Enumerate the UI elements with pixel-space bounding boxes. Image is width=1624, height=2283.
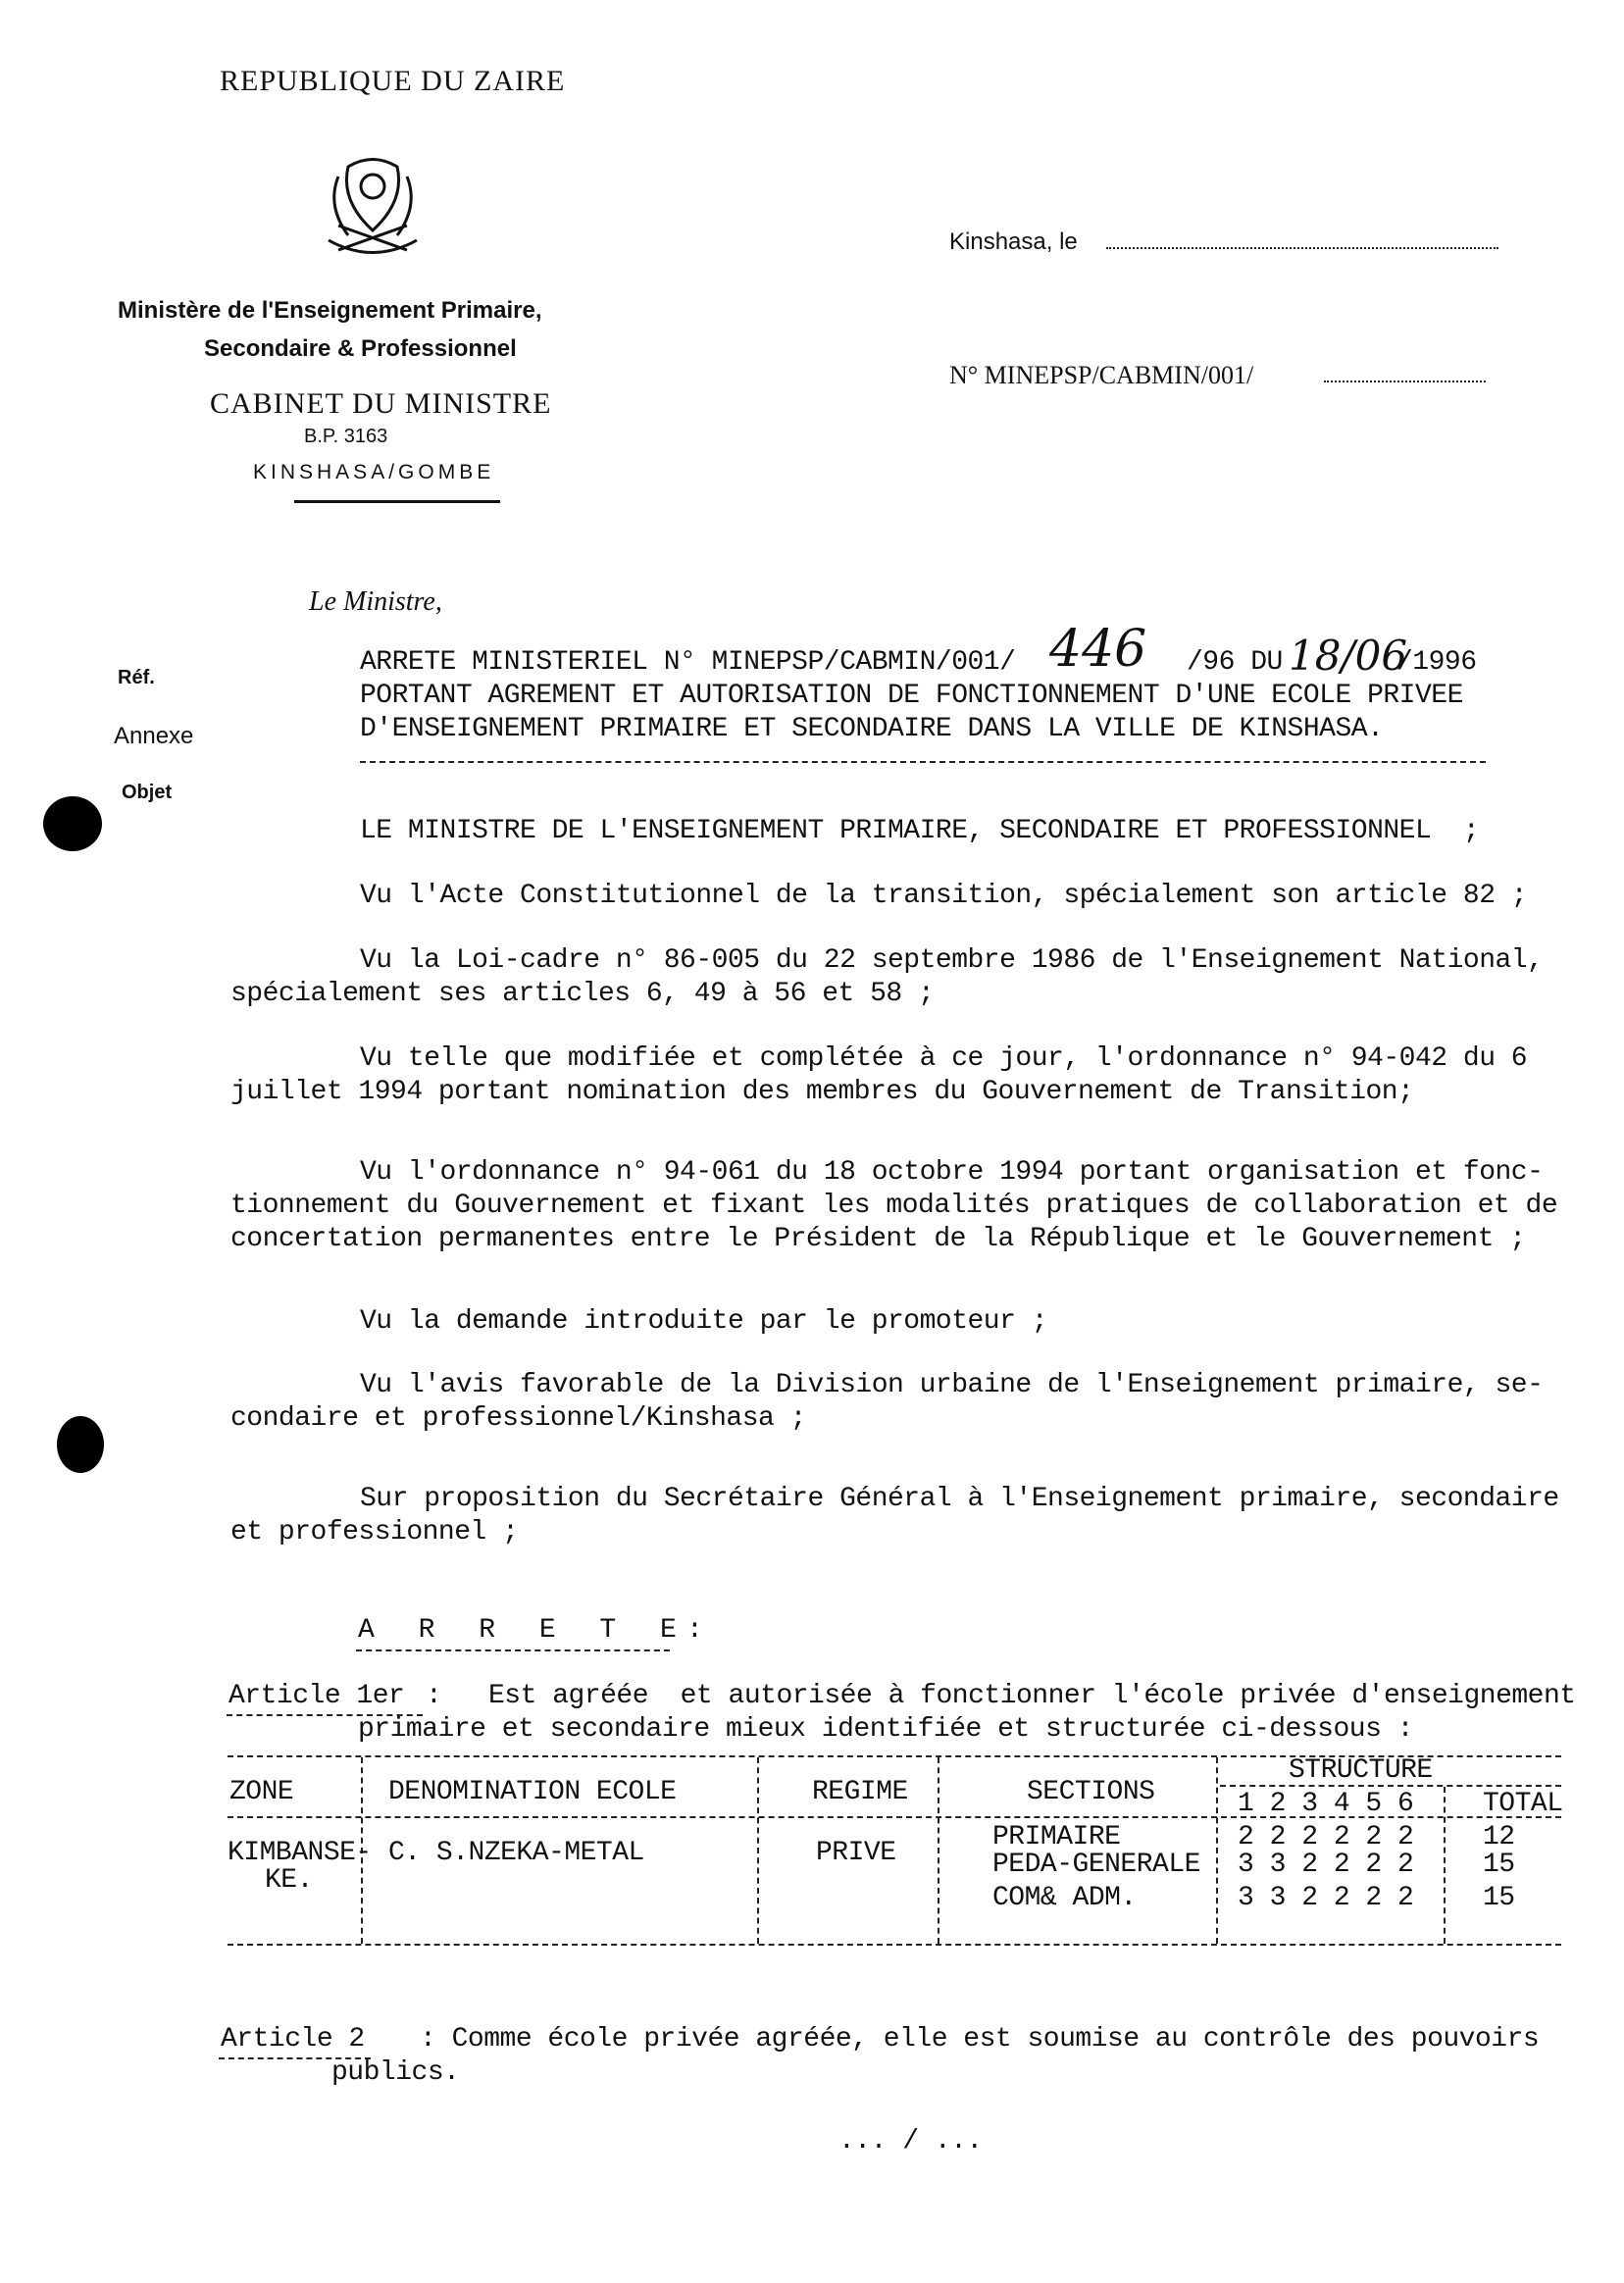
vu-ordonnance-94-042-line2: juillet 1994 portant nomination des membres du Gouvernement de Transition; [230,1077,1414,1107]
place-date-label: Kinshasa, le [949,228,1078,255]
title-line1 [360,647,1015,678]
article2-text-line1: : Comme école privée agréée, elle est soumise au contrôle des pouvoirs [420,2024,1540,2055]
arrete-underline [356,1649,670,1651]
signatory-label: Le Ministre, [309,586,442,617]
reference-blank [1324,380,1486,382]
vu-demande: Vu la demande introduite par le promoteur ; [360,1306,1048,1337]
title-year-part: /96 DU [1187,647,1283,678]
title-year: /1996 [1396,647,1477,678]
vu-loi-cadre-line1: Vu la Loi-cadre n° 86-005 du 22 septembre 1986 de l'Enseignement National, [360,945,1544,976]
cell-structure-primaire: 2 2 2 2 2 2 [1238,1822,1414,1852]
vu-acte-constitutionnel: Vu l'Acte Constitutionnel de la transition, spécialement son article 82 ; [360,881,1528,911]
vu-loi-cadre-line2: spécialement ses articles 6, 49 à 56 et 58 ; [230,979,935,1009]
article1-text-line1: Est agréée et autorisée à fonctionner l'école privée d'enseignement [488,1681,1576,1711]
cell-denomination: C. S.NZEKA-METAL [388,1838,644,1868]
cell-zone-line2: KE. [265,1865,313,1896]
sur-proposition-line2: et professionnel ; [230,1517,519,1547]
header-zone: ZONE [229,1777,294,1807]
header-sections: SECTIONS [1027,1777,1155,1807]
vu-ordonnance-94-061-line3: concertation permanentes entre le Président de la République et le Gouvernement ; [230,1224,1526,1254]
cell-regime: PRIVE [816,1838,896,1868]
punch-hole-mark [57,1416,104,1473]
punch-hole-mark [43,796,102,851]
annexe-label: Annexe [114,723,194,749]
cell-zone-line1: KIMBANSE- [228,1838,372,1868]
ref-label: Réf. [118,667,155,688]
cabinet-heading: CABINET DU MINISTRE [210,387,552,420]
coat-of-arms-emblem [319,147,427,265]
header-structure-years: 1 2 3 4 5 6 [1238,1789,1414,1819]
cell-section-peda-generale: PEDA-GENERALE [992,1850,1200,1880]
letterhead-rule [294,500,500,503]
cell-section-com-adm: COM& ADM. [992,1883,1137,1913]
column-divider [757,1757,759,1944]
vu-ordonnance-94-061-line2: tionnement du Gouvernement et fixant les modalités pratiques de collaboration et de [230,1191,1558,1221]
objet-label: Objet [122,782,173,803]
sur-proposition-line1: Sur proposition du Secrétaire Général à l'Enseignement primaire, secondaire [360,1484,1559,1514]
arrete-heading: A R R E T E [358,1615,690,1646]
vu-ordonnance-94-061-line1: Vu l'ordonnance n° 94-061 du 18 octobre 1994 portant organisation et fonc- [360,1157,1544,1188]
header-regime: REGIME [812,1777,908,1807]
title-underline [360,761,1486,763]
title-prefix: ARRETE MINISTERIEL N° MINEPSP/CABMIN/001/ [360,647,1016,678]
ministry-line1: Ministère de l'Enseignement Primaire, [118,297,542,324]
table-bottom-rule [228,1944,1561,1946]
header-denomination: DENOMINATION ECOLE [388,1777,677,1807]
vu-avis-line1: Vu l'avis favorable de la Division urbaine de l'Enseignement primaire, se- [360,1370,1544,1400]
continuation-mark: ... / ... [838,2126,983,2156]
reference-number: N° MINEPSP/CABMIN/001/ [949,361,1254,389]
article1-colon: : [426,1681,442,1711]
ministry-line2: Secondaire & Professionnel [204,335,517,362]
vu-ordonnance-94-042-line1: Vu telle que modifiée et complétée à ce jour, l'ordonnance n° 94-042 du 6 [360,1043,1528,1074]
vu-avis-line2: condaire et professionnel/Kinshasa ; [230,1403,806,1434]
article2-label: Article 2 [221,2024,365,2055]
po-box: B.P. 3163 [304,426,388,447]
column-divider [1444,1787,1446,1944]
article2-text-line2: publics. [331,2057,460,2088]
date-blank [1106,247,1498,249]
cell-total-primaire: 12 [1483,1822,1515,1852]
country-heading: REPUBLIQUE DU ZAIRE [220,65,566,97]
header-total: TOTAL [1483,1789,1563,1819]
handwritten-date: 18/06 [1289,632,1408,680]
cell-total-com-adm: 15 [1483,1883,1515,1913]
column-divider [938,1757,939,1944]
cell-section-primaire: PRIMAIRE [992,1822,1121,1852]
header-structure: STRUCTURE [1289,1755,1433,1786]
article1-text-line2: primaire et secondaire mieux identifiée et structurée ci-dessous : [358,1714,1413,1745]
title-line2: PORTANT AGREMENT ET AUTORISATION DE FONCTIONNEMENT D'UNE ECOLE PRIVEE [360,681,1463,711]
arrete-colon: : [686,1615,703,1646]
cell-structure-com-adm: 3 3 2 2 2 2 [1238,1883,1414,1913]
city-line: KINSHASA/GOMBE [253,461,495,483]
minister-line: LE MINISTRE DE L'ENSEIGNEMENT PRIMAIRE, SECONDAIRE ET PROFESSIONNEL ; [360,816,1480,846]
column-divider [1216,1757,1218,1944]
article1-label: Article 1er [228,1681,405,1711]
school-structure-table [228,1755,1561,1948]
cell-structure-peda-generale: 3 3 2 2 2 2 [1238,1850,1414,1880]
cell-total-peda-generale: 15 [1483,1850,1515,1880]
handwritten-number: 446 [1049,620,1147,679]
title-line3: D'ENSEIGNEMENT PRIMAIRE ET SECONDAIRE DANS LA VILLE DE KINSHASA. [360,714,1384,744]
